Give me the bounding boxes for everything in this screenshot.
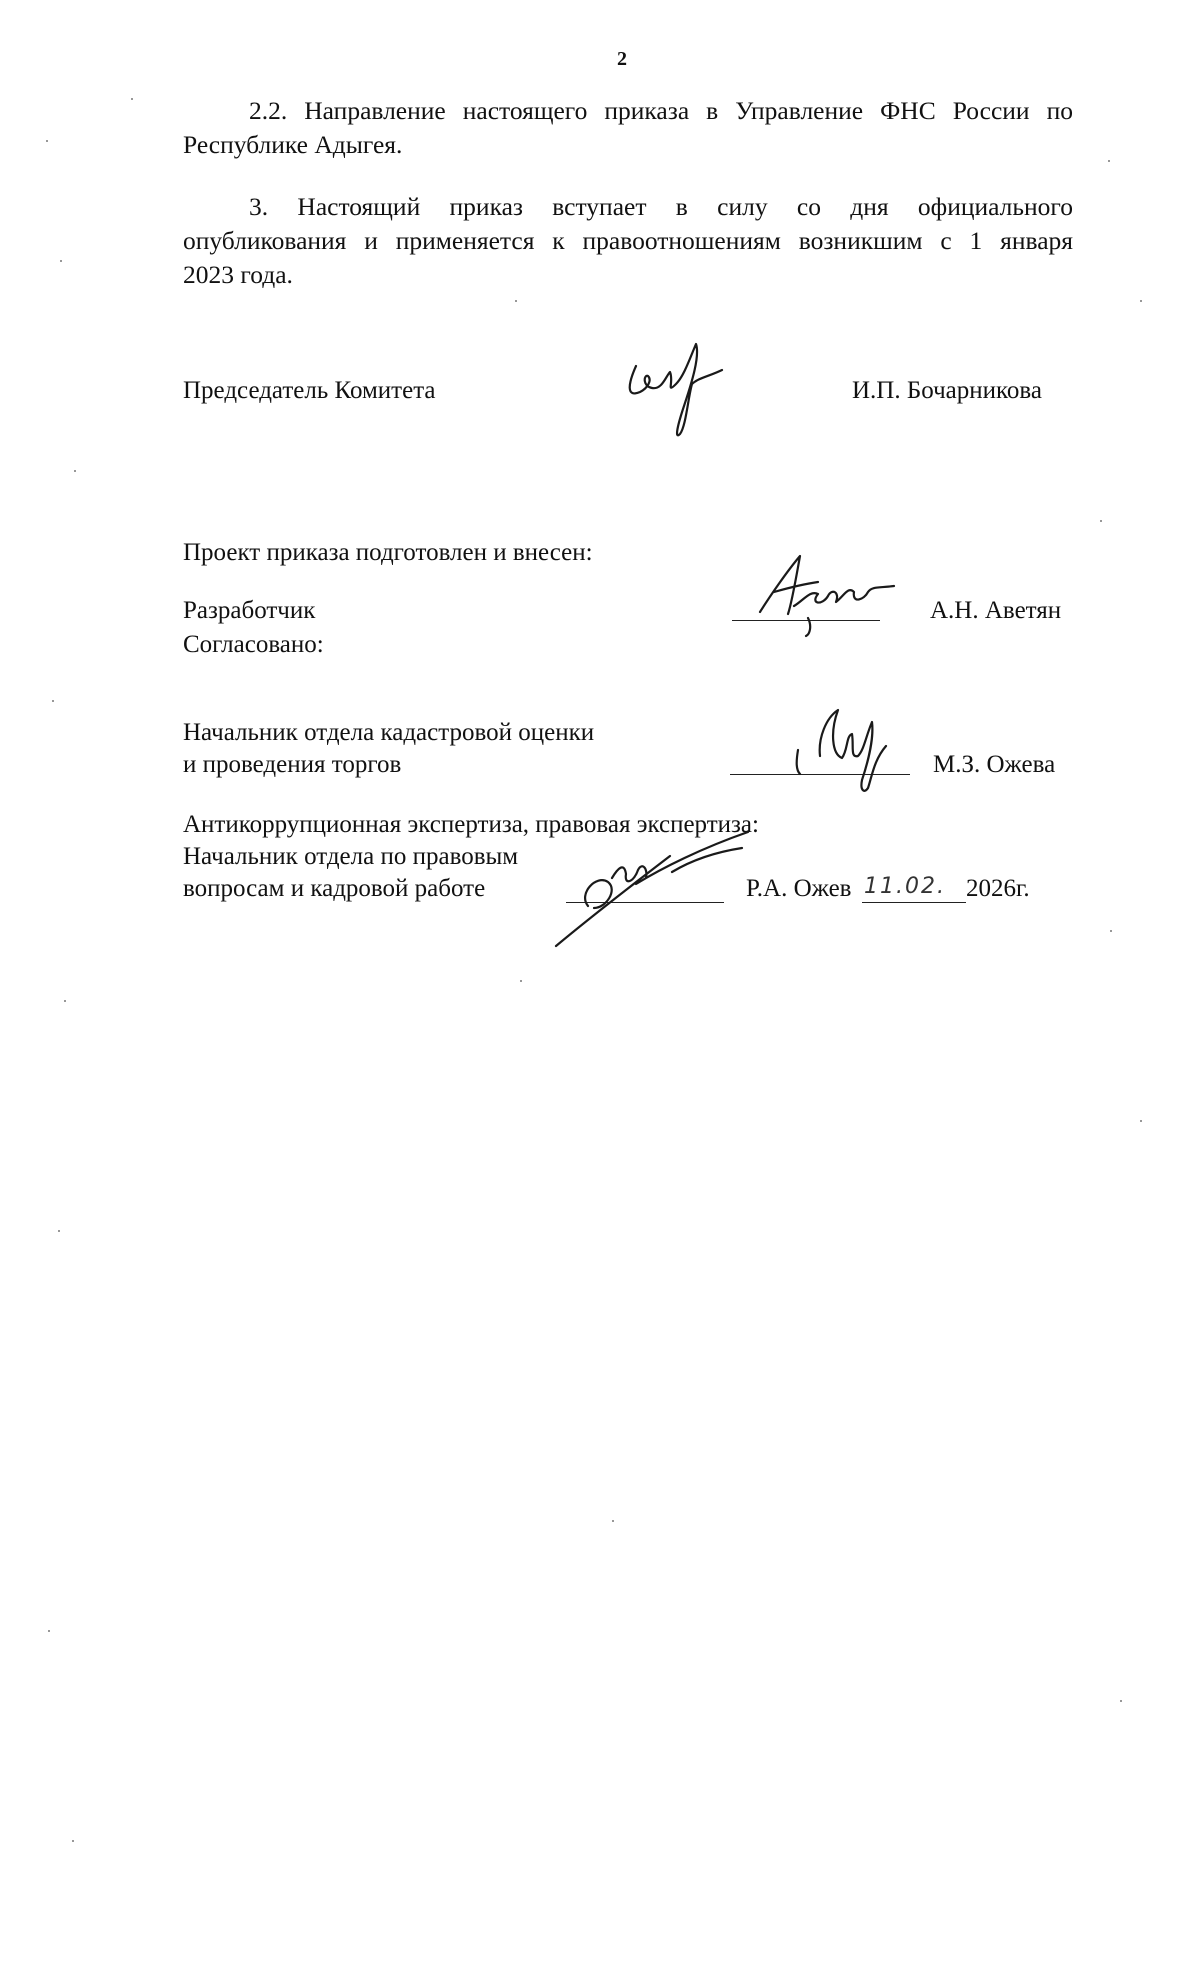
scan-speck [520, 980, 522, 982]
expertise-position-line-1: Начальник отдела по правовым [183, 843, 519, 870]
scan-speck [60, 260, 62, 262]
clause-3-line-1: 3. Настоящий приказ вступает в силу со дня официального [249, 192, 1073, 221]
scan-speck [74, 470, 76, 472]
scan-speck [58, 1230, 60, 1232]
scan-speck [46, 140, 48, 142]
scan-speck [515, 300, 517, 302]
scan-speck [48, 1630, 50, 1632]
chairman-signature [618, 336, 738, 446]
scan-speck [131, 98, 133, 100]
clause-2-2-line-2: Республике Адыгея. [183, 130, 403, 159]
expertise-heading: Антикоррупционная экспертиза, правовая экспертиза: [183, 811, 759, 838]
scan-speck [1100, 520, 1102, 522]
clause-2-2 [183, 94, 1073, 162]
agreed-label: Согласовано: [183, 631, 324, 658]
chairman-name: И.П. Бочарникова [852, 377, 1042, 404]
clause-3 [183, 190, 1073, 292]
scan-speck [1140, 1120, 1142, 1122]
expertise-name: Р.А. Ожев [746, 875, 852, 902]
year-suffix: 2026г. [966, 875, 1030, 902]
scan-speck [1110, 930, 1112, 932]
developer-position: Разработчик [183, 597, 316, 624]
scan-speck [1108, 160, 1110, 162]
scan-speck [64, 1000, 66, 1002]
scan-speck [1140, 300, 1142, 302]
cadastral-head-position-line-2: и проведения торгов [183, 751, 402, 778]
date-underline [862, 902, 966, 903]
developer-name: А.Н. Аветян [930, 597, 1062, 624]
clause-2-2-line-1: 2.2. Направление настоящего приказа в Управление ФНС России по [249, 96, 1073, 125]
scan-speck [72, 1840, 74, 1842]
handwritten-date: 11.02. [864, 874, 946, 899]
developer-signature [748, 548, 898, 638]
cadastral-head-signature [790, 696, 900, 796]
scan-speck [1120, 1700, 1122, 1702]
clause-3-line-3: 2023 года. [183, 260, 293, 289]
chairman-position: Председатель Комитета [183, 377, 436, 404]
expertise-signature [552, 812, 752, 962]
clause-3-line-2: опубликования и применяется к правоотношениям возникшим с 1 января [183, 226, 1073, 255]
cadastral-head-name: М.З. Ожева [933, 751, 1056, 778]
expertise-position-line-2: вопросам и кадровой работе [183, 875, 486, 902]
cadastral-head-position-line-1: Начальник отдела кадастровой оценки [183, 719, 595, 746]
scan-speck [612, 1520, 614, 1522]
prepared-by-label: Проект приказа подготовлен и внесен: [183, 539, 593, 566]
scan-speck [52, 700, 54, 702]
page-number: 2 [617, 48, 627, 70]
